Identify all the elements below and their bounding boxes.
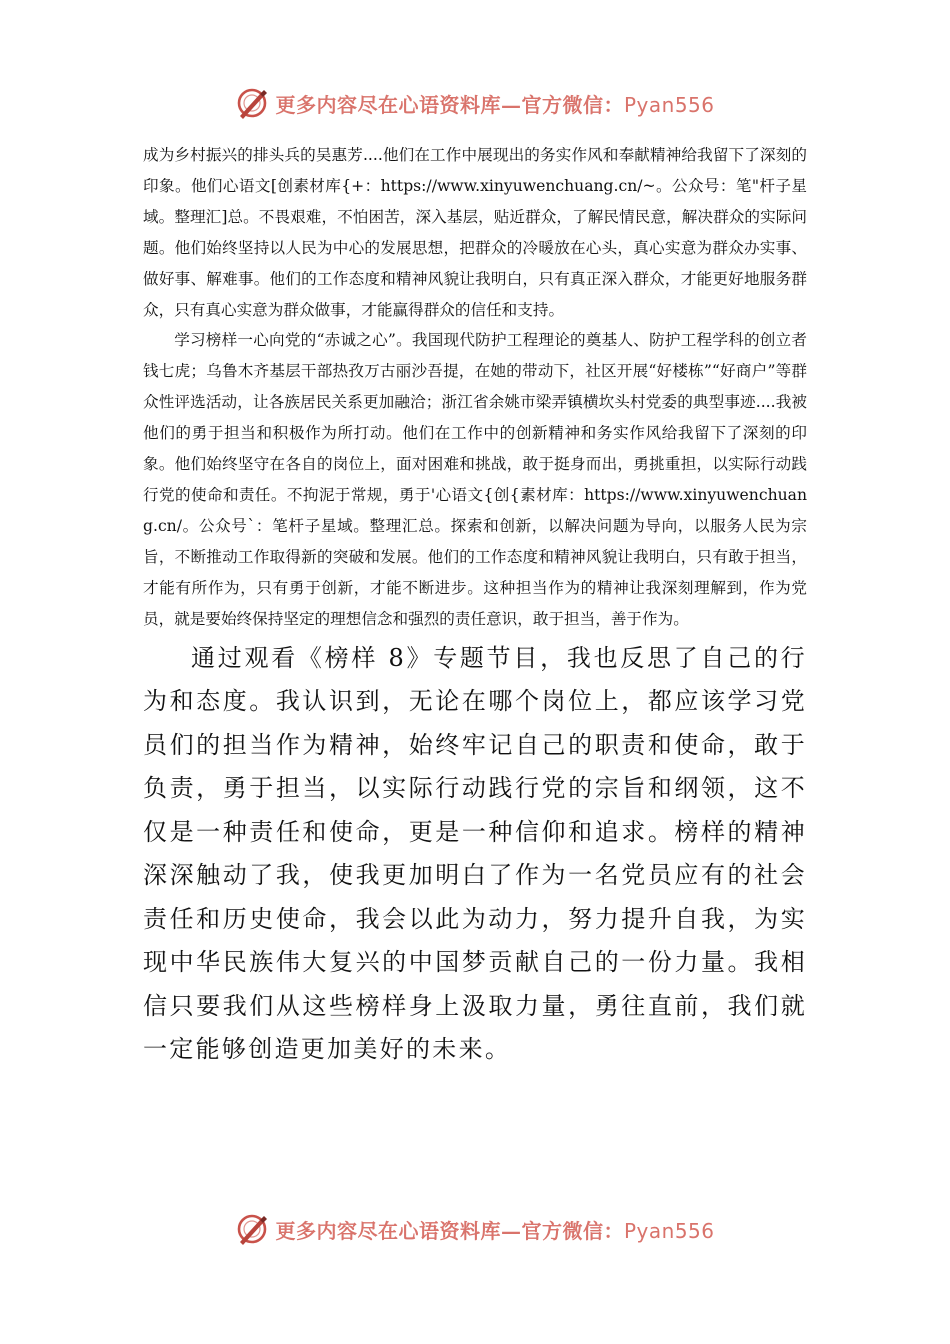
paragraph-3: 通过观看《榜样 8》专题节目，我也反思了自己的行为和态度。我认识到，无论在哪个岗位上，都应该学习党员们的担当作为精神，始终牢记自己的职责和使命，敢于负责，勇于担当，以实际行动践行党的宗旨和纲领，这不仅是一种责任和使命，更是一种信仰和追求。榜样的精神深深触动了我，使我更加明白了作为一名党员应有的社会责任和历史使命，我会以此为动力，努力提升自我，为实现中华民族伟大复兴的中国梦贡献自己的一份力量。我相信只要我们从这些榜样身上汲取力量，勇往直前，我们就一定能够创造更加美好的未来。 (143, 643, 807, 1063)
footer-banner (0, 1212, 950, 1246)
header-banner (0, 86, 950, 120)
header-banner-id: Pyan556 (623, 92, 715, 117)
paragraph-1: 成为乡村振兴的排头兵的吴惠芳....他们在工作中展现出的务实作风和奉献精神给我留下了深刻的印象。他们心语文[创素材库{+：https://www.xinyuwenchuang.cn/~。公众号：笔"杆子星域。整理汇]总。不畏艰难，不怕困苦，深入基层，贴近群众，了解民情民意，解决群众的实际问题。他们始终坚持以人民为中心的发展思想，把群众的冷暖放在心头，真心实意为群众办实事、做好事、解难事。他们的工作态度和精神风貌让我明白，只有真正深入群众，才能更好地服务群众，只有真心实意为群众做事，才能赢得群众的信任和支持。 (143, 146, 807, 319)
pen-circle-logo-icon (235, 1212, 269, 1246)
header-banner-cn: 更多内容尽在心语资料库—官方微信： (275, 92, 624, 117)
header-banner-text (275, 89, 714, 118)
footer-banner-text (275, 1215, 714, 1244)
pen-circle-logo-icon (235, 86, 269, 120)
document-body (143, 140, 807, 1072)
paragraph-2: 学习榜样一心向党的“赤诚之心”。我国现代防护工程理论的奠基人、防护工程学科的创立者钱七虎；乌鲁木齐基层干部热孜万古丽沙吾提，在她的带动下，社区开展“好楼栋”“好商户”等群众性评选活动，让各族居民关系更加融洽；浙江省余姚市梁弄镇横坎头村党委的典型事迹....我被他们的勇于担当和积极作为所打动。他们在工作中的创新精神和务实作风给我留下了深刻的印象。他们始终坚守在各自的岗位上，面对困难和挑战，敢于挺身而出，勇挑重担，以实际行动践行党的使命和责任。不拘泥于常规，勇于'心语文{创{素材库：https://www.xinyuwenchuang.cn/。公众号`：笔杆子星域。整理汇总。探索和创新，以解决问题为导向，以服务人民为宗旨，不断推动工作取得新的突破和发展。他们的工作态度和精神风貌让我明白，只有敢于担当，才能有所作为，只有勇于创新，才能不断进步。这种担当作为的精神让我深刻理解到，作为党员，就是要始终保持坚定的理想信念和强烈的责任意识，敢于担当，善于作为。 (143, 331, 807, 628)
footer-banner-id: Pyan556 (623, 1218, 715, 1243)
footer-banner-cn: 更多内容尽在心语资料库—官方微信： (275, 1218, 624, 1243)
